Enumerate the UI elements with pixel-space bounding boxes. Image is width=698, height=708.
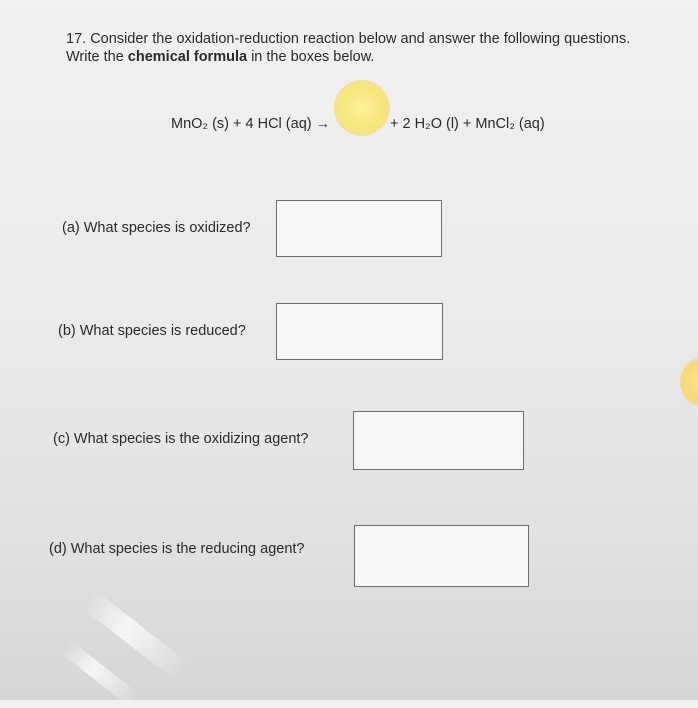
question-prompt [66, 30, 676, 66]
question-number: 17. [66, 31, 87, 47]
question-text-pre: Write the [66, 49, 128, 65]
part-b-prompt: (b) What species is reduced? [58, 323, 246, 339]
question-line-1 [66, 30, 676, 48]
part-a-answer-box[interactable] [276, 200, 442, 257]
light-glare [334, 80, 390, 136]
question-text: Consider the oxidation-reduction reaction below and answer the following questions. [90, 31, 631, 47]
part-b-answer-box[interactable] [276, 303, 443, 360]
question-line-2 [66, 48, 676, 66]
reaction-products: + 2 H₂O (l) + MnCl₂ (aq) [390, 116, 545, 132]
part-c-answer-box[interactable] [353, 411, 524, 470]
question-text-bold: chemical formula [127, 49, 248, 65]
part-c-prompt: (c) What species is the oxidizing agent? [53, 431, 309, 447]
question-text-post: in the boxes below. [247, 49, 375, 65]
part-d-answer-box[interactable] [354, 525, 529, 587]
light-glare-edge [680, 358, 698, 406]
part-d-prompt: (d) What species is the reducing agent? [49, 541, 305, 557]
reaction-reactants: MnO₂ (s) + 4 HCl (aq) → [171, 116, 331, 132]
part-a-prompt: (a) What species is oxidized? [62, 220, 251, 236]
light-streak [60, 640, 141, 708]
